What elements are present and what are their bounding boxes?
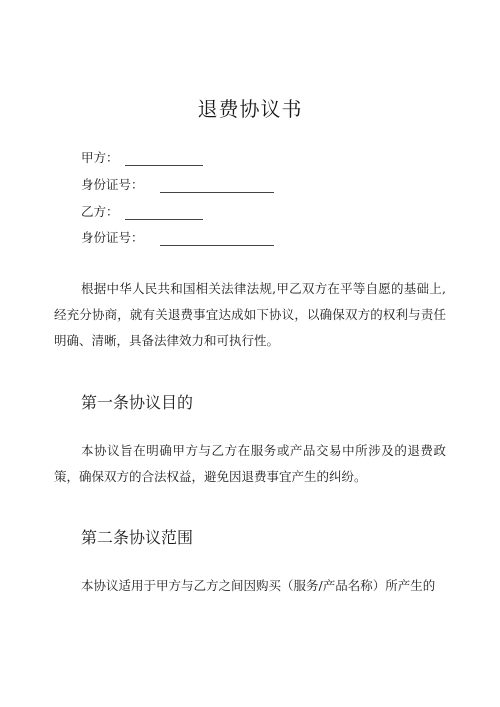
party-b-field (81, 204, 203, 220)
party-a-id-label: 身份证号： (81, 177, 144, 192)
party-a-field (81, 150, 203, 166)
party-b-id-label: 身份证号： (81, 230, 144, 245)
party-a-id-blank (160, 180, 274, 193)
party-b-label: 乙方： (81, 204, 119, 219)
document-title: 退费协议书 (197, 97, 303, 121)
section-1-body: 本协议旨在明确甲方与乙方在服务或产品交易中所涉及的退费政策，确保双方的合法权益，避免因退费事宜产生的纠纷。 (54, 443, 446, 484)
section-2-heading: 第二条协议范围 (81, 528, 194, 547)
party-a-id-field (81, 177, 274, 193)
section-2-body: 本协议适用于甲方与乙方之间因购买（服务/产品名称）所产生的 (81, 578, 436, 593)
party-b-blank (125, 207, 203, 220)
party-b-id-field (81, 230, 274, 246)
party-a-label: 甲方： (81, 150, 119, 165)
section-1-heading: 第一条协议目的 (81, 393, 194, 412)
party-b-id-blank (160, 233, 274, 246)
party-a-blank (125, 153, 203, 166)
intro-paragraph: 根据中华人民共和国相关法律法规,甲乙双方在平等自愿的基础上,经充分协商，就有关退费事宜达成如下协议，以确保双方的权利与责任明确、清晰，具备法律效力和可执行性。 (54, 281, 446, 348)
